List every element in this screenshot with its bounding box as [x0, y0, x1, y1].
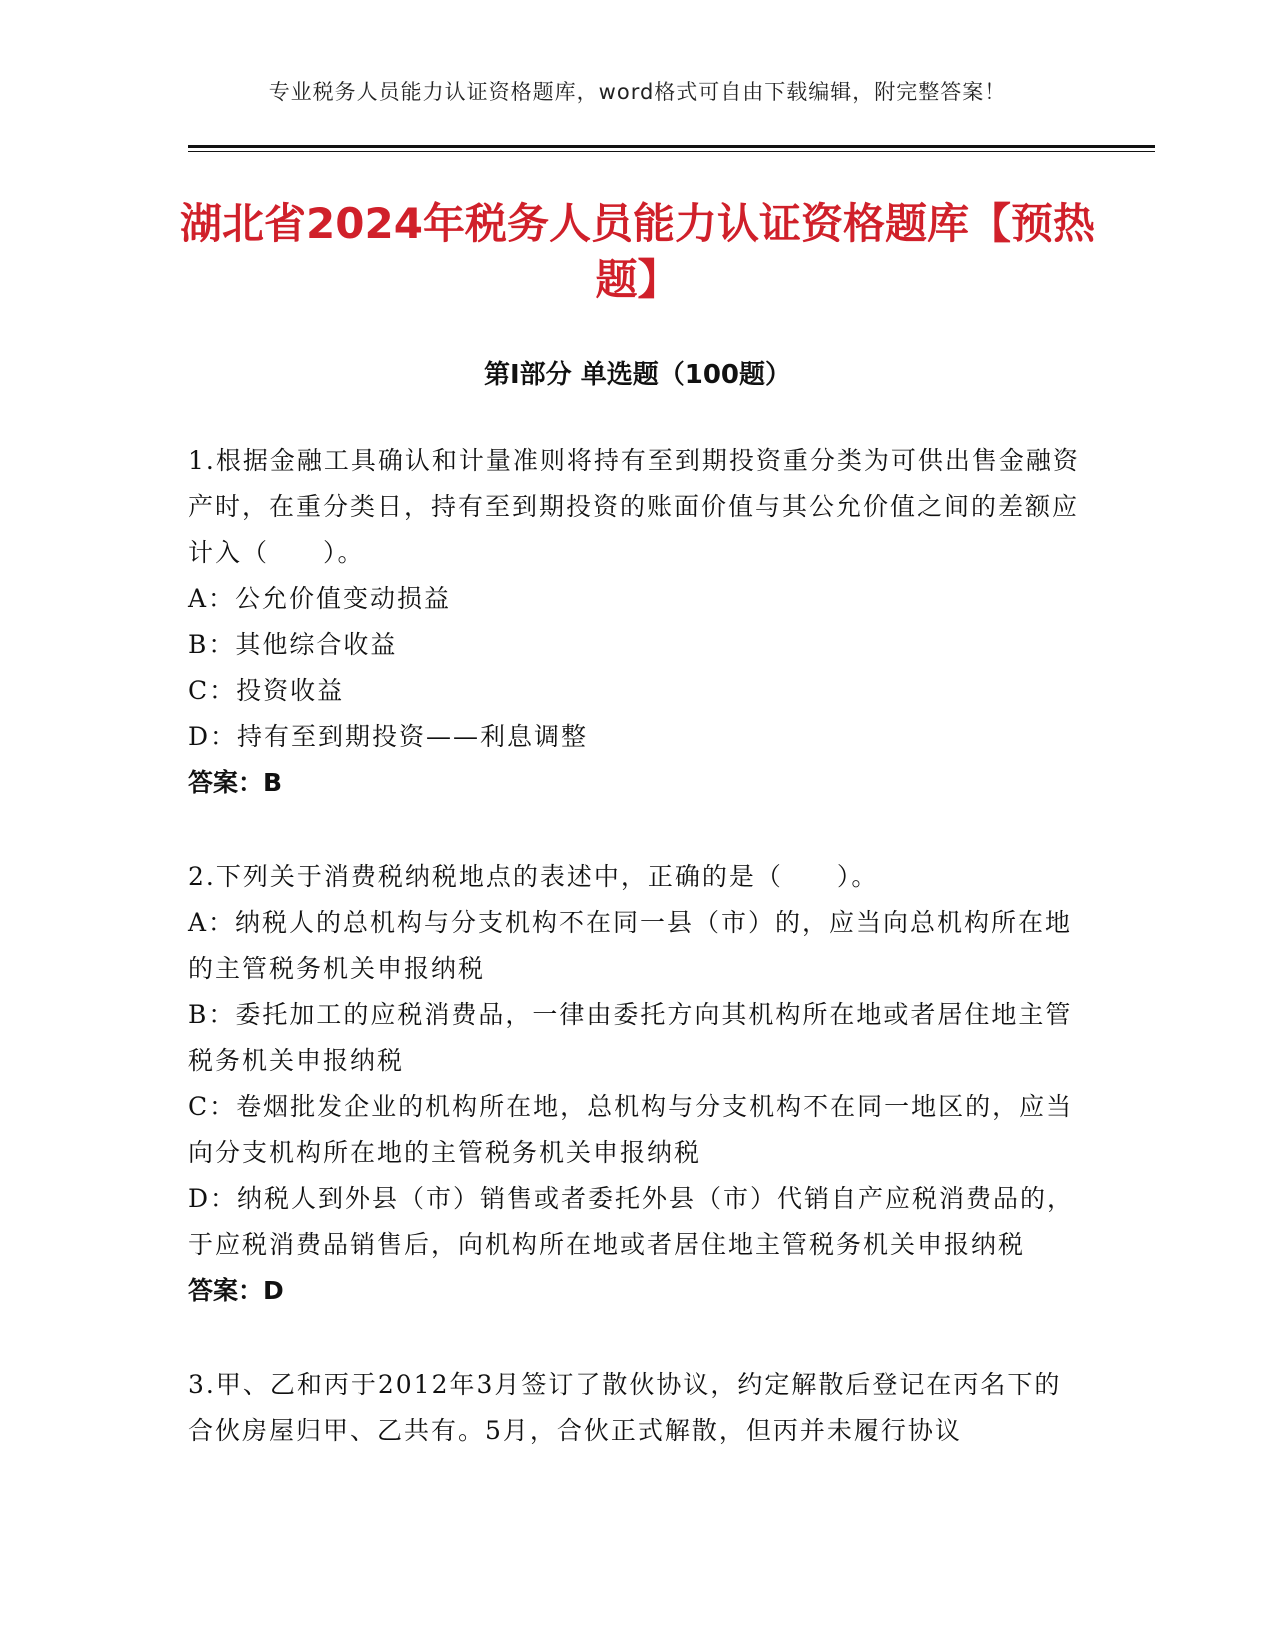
question-stem: 3.甲、乙和丙于2012年3月签订了散伙协议，约定解散后登记在丙名下的合伙房屋归甲、乙共有。5月，合伙正式解散，但丙并未履行协议: [188, 1370, 1062, 1445]
question-1: [188, 438, 1088, 806]
question-list: [188, 438, 1088, 1502]
option-a: A：公允价值变动损益: [188, 584, 452, 613]
header-divider-thin: [188, 151, 1155, 152]
option-c: C：投资收益: [188, 676, 345, 705]
header-note: 专业税务人员能力认证资格题库，word格式可自由下载编辑，附完整答案！: [268, 80, 1007, 104]
answer: 答案：B: [188, 768, 283, 797]
question-stem: 1.根据金融工具确认和计量准则将持有至到期投资重分类为可供出售金融资产时，在重分类日，持有至到期投资的账面价值与其公允价值之间的差额应计入（ ）。: [188, 446, 1080, 567]
answer: 答案：D: [188, 1276, 284, 1305]
option-c: C：卷烟批发企业的机构所在地，总机构与分支机构不在同一地区的，应当向分支机构所在地的主管税务机关申报纳税: [188, 1092, 1074, 1167]
option-b: B：其他综合收益: [188, 630, 398, 659]
section-title: 第I部分 单选题（100题）: [484, 360, 791, 390]
question-3: [188, 1362, 1088, 1454]
option-b: B：委托加工的应税消费品，一律由委托方向其机构所在地或者居住地主管税务机关申报纳税: [188, 1000, 1073, 1075]
option-d: D：持有至到期投资——利息调整: [188, 722, 589, 751]
document-title: 湖北省2024年税务人员能力认证资格题库【预热题】: [180, 199, 1095, 304]
option-d: D：纳税人到外县（市）销售或者委托外县（市）代销自产应税消费品的，于应税消费品销售后，向机构所在地或者居住地主管税务机关申报纳税: [188, 1184, 1075, 1259]
question-stem: 2.下列关于消费税纳税地点的表述中，正确的是（ ）。: [188, 862, 879, 891]
question-2: [188, 854, 1088, 1314]
option-a: A：纳税人的总机构与分支机构不在同一县（市）的，应当向总机构所在地的主管税务机关申报纳税: [188, 908, 1073, 983]
header-divider: [188, 145, 1155, 148]
